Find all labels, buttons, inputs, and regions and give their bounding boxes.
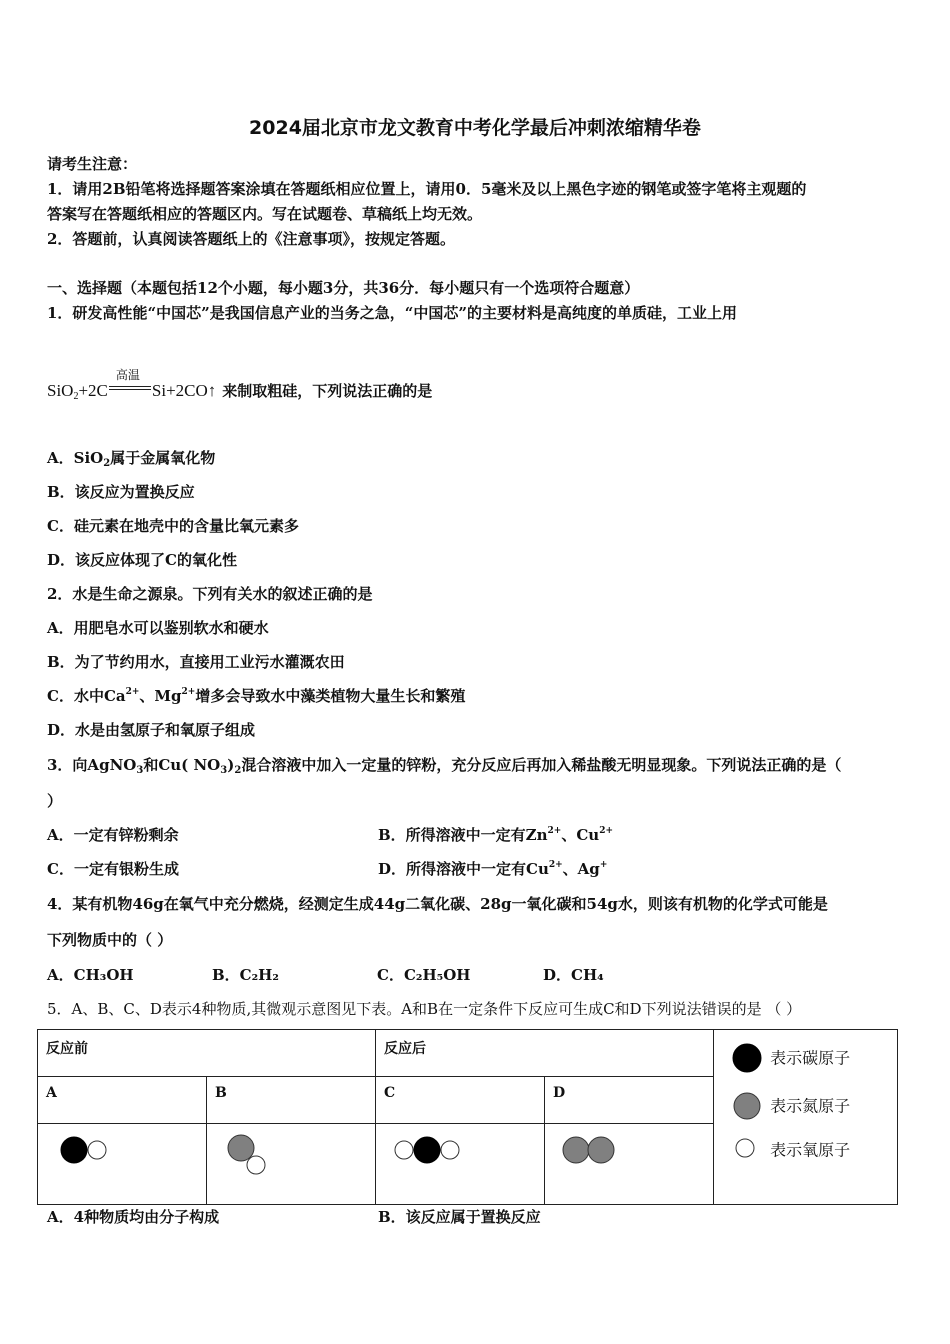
legend-nitrogen-label: 表示氮原子 (770, 1096, 851, 1116)
q4-stem-1: 4．某有机物46g在氧气中充分燃烧，经测定生成44g二氧化碳、28g一氧化碳和54g水，则该有机物的化学式可能是 (47, 895, 828, 913)
molecule-d-n2 (545, 1124, 713, 1200)
q1-option-d: D．该反应体现了C的氧化性 (47, 551, 237, 569)
q3-option-c: C．一定有银粉生成 (47, 860, 179, 878)
q2-option-c: C．水中$Ca^{2+}$、$Mg^{2+}$增多会导致水中藻类植物大量生长和繁殖 (47, 687, 466, 705)
eq-left (47, 381, 108, 400)
molecule-a-co (38, 1124, 206, 1200)
molecule-d-cell (545, 1124, 714, 1205)
eq-arrow (108, 368, 152, 398)
col-c-label: C (384, 1085, 396, 1101)
eq-condition: 高温 (115, 368, 140, 382)
header-after: 反应后 (384, 1041, 426, 1057)
notice-line-1: 1．请用2B铅笔将选择题答案涂填在答题纸相应位置上，请用0．5毫米及以上黑色字迹的钢笔或签字笔将主观题的 (47, 180, 807, 198)
molecule-b-no (207, 1124, 375, 1200)
eq-left-b: +2C (78, 381, 108, 400)
molecule-a-cell (38, 1124, 207, 1205)
molecule-b-cell (207, 1124, 376, 1205)
q1-option-b: B．该反应为置换反应 (47, 483, 195, 501)
q2-option-d: D．水是由氢原子和氧原子组成 (47, 721, 256, 739)
legend-carbon-label: 表示碳原子 (770, 1048, 851, 1068)
legend-cell (714, 1030, 898, 1205)
q1-equation (47, 368, 433, 402)
q1-option-a: A．SiO$_2$属于金属氧化物 (47, 449, 216, 469)
q5-table (37, 1029, 898, 1205)
q3-option-d: D．所得溶液中一定有$Cu^{2+}$、Ag+ (378, 860, 608, 878)
col-d-label: D (553, 1085, 566, 1101)
col-c-cell (376, 1077, 545, 1124)
q4-option-c: C．C₂H₅OH (377, 966, 471, 984)
notice-line-2: 2．答题前，认真阅读答题纸上的《注意事项》，按规定答题。 (47, 230, 455, 248)
legend-carbon (731, 1042, 850, 1076)
section-heading: 一、选择题（本题包括12个小题，每小题3分，共36分．每小题只有一个选项符合题意） (47, 279, 640, 297)
q3-option-a: A．一定有锌粉剩余 (47, 826, 179, 844)
q4-stem-2: 下列物质中的（ ） (47, 931, 173, 949)
q1-stem-2: 来制取粗硅，下列说法正确的是 (222, 382, 433, 400)
q4-option-d: D．CH₄ (543, 966, 604, 984)
q4-option-b: B．C₂H₂ (212, 966, 279, 984)
col-a-label: A (46, 1085, 57, 1101)
col-b-label: B (215, 1085, 227, 1101)
q2-stem: 2．水是生命之源泉。下列有关水的叙述正确的是 (47, 585, 373, 603)
q5-option-b: B．该反应属于置换反应 (378, 1208, 541, 1226)
q4-option-a: A．CH₃OH (47, 966, 134, 984)
q3-stem: 3．向AgNO$_3$和Cu( $NO_3)_2$混合溶液中加入一定量的锌粉，充分反应后再加入稀盐酸无明显现象。下列说法正确的是（ (47, 756, 842, 776)
q3-option-b: B．所得溶液中一定有$Zn^{2+}$、$Cu^{2+}$ (378, 826, 614, 844)
eq-left-sub: 2 (73, 391, 79, 402)
header-before: 反应前 (46, 1041, 88, 1057)
molecule-c-co2 (376, 1124, 544, 1200)
q5-stem: 5．A、B、C、D表示4种物质,其微观示意图见下表。A和B在一定条件下反应可生成C和D下列说法错误的是 （ ） (47, 1000, 802, 1018)
q1-stem: 1．研发高性能“中国芯”是我国信息产业的当务之急，“中国芯”的主要材料是高纯度的单质硅，工业上用 (47, 304, 737, 322)
carbon-atom-icon (731, 1042, 765, 1076)
notice-line-1b: 答案写在答题纸相应的答题区内。写在试题卷、草稿纸上均无效。 (47, 205, 483, 223)
header-after-cell (376, 1030, 714, 1077)
q2-option-b: B．为了节约用水，直接用工业污水灌溉农田 (47, 653, 345, 671)
col-d-cell (545, 1077, 714, 1124)
col-b-cell (207, 1077, 376, 1124)
q1-option-c: C．硅元素在地壳中的含量比氧元素多 (47, 517, 299, 535)
legend-oxygen-label: 表示氧原子 (770, 1140, 851, 1160)
q5-option-a: A．4种物质均由分子构成 (47, 1208, 220, 1226)
notice-heading: 请考生注意： (47, 155, 138, 173)
eq-left-a: SiO (47, 381, 74, 400)
legend-oxygen (731, 1134, 850, 1168)
molecule-c-cell (376, 1124, 545, 1205)
header-before-cell (38, 1030, 376, 1077)
q3-stem-close: ） (47, 792, 63, 810)
eq-right: Si+2CO↑ (151, 381, 217, 400)
exam-title: 2024届北京市龙文教育中考化学最后冲刺浓缩精华卷 (249, 117, 701, 139)
oxygen-atom-icon (731, 1134, 765, 1168)
nitrogen-atom-icon (731, 1090, 765, 1124)
col-a-cell (38, 1077, 207, 1124)
q2-option-a: A．用肥皂水可以鉴别软水和硬水 (47, 619, 269, 637)
legend-nitrogen (731, 1090, 850, 1124)
